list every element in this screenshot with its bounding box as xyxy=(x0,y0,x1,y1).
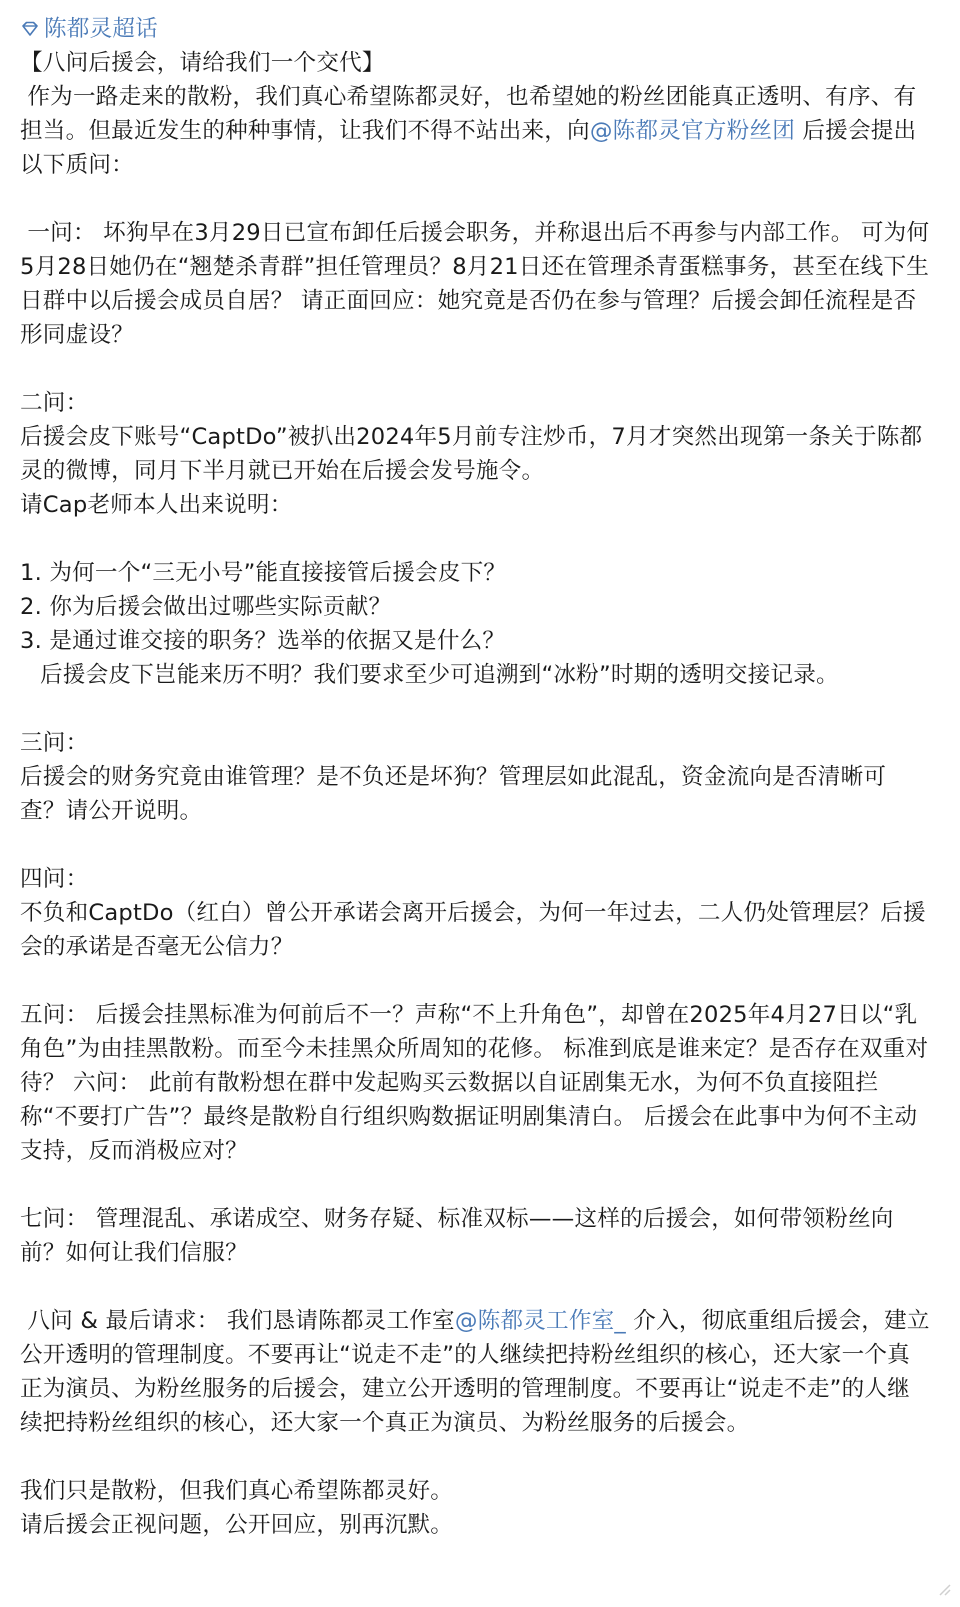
question-2-heading: 二问： xyxy=(20,390,89,416)
mention-studio[interactable]: @陈都灵工作室_ xyxy=(454,1308,626,1334)
question-3-heading: 三问： xyxy=(20,730,89,756)
resize-handle-icon xyxy=(932,1579,954,1601)
question-7: 七问： 管理混乱、承诺成空、财务存疑、标准双标——这样的后援会，如何带领粉丝向前？如何让我们信服？ xyxy=(20,1206,894,1266)
spacer xyxy=(20,1440,930,1474)
intro-text-after: 后援会提出以下质问： xyxy=(20,118,917,178)
mention-official-fan-club[interactable]: @陈都灵官方粉丝团 xyxy=(589,118,795,144)
question-8-text-before: 八问 & 最后请求： 我们恳请陈都灵工作室 xyxy=(20,1308,455,1334)
super-topic-label: 陈都灵超话 xyxy=(44,16,158,42)
question-8 xyxy=(20,1304,930,1440)
question-2-item-2: 2. 你为后援会做出过哪些实际贡献？ xyxy=(20,594,392,620)
diamond-topic-icon xyxy=(20,21,40,37)
super-topic-link[interactable] xyxy=(20,12,930,46)
closing-line-1: 我们只是散粉，但我们真心希望陈都灵好。 xyxy=(20,1478,454,1504)
spacer xyxy=(20,828,930,862)
question-2-item-3: 3. 是通过谁交接的职务？选举的依据又是什么？ xyxy=(20,628,506,654)
question-4-body: 不负和CaptDo（红白）曾公开承诺会离开后援会，为何一年过去，二人仍处管理层？后援会的承诺是否毫无公信力？ xyxy=(20,900,926,960)
question-2-closing: 后援会皮下岂能来历不明？我们要求至少可追溯到“冰粉”时期的透明交接记录。 xyxy=(40,662,839,688)
closing-line-2: 请后援会正视问题，公开回应，别再沉默。 xyxy=(20,1512,454,1538)
question-4-heading: 四问： xyxy=(20,866,89,892)
spacer xyxy=(20,352,930,386)
question-2-request: 请Cap老师本人出来说明： xyxy=(20,492,293,518)
question-8-text-after: 介入，彻底重组后援会，建立公开透明的管理制度。不要再让“说走不走”的人继续把持粉丝组织的核心，还大家一个真正为演员、为粉丝服务的后援会，建立公开透明的管理制度。不要再让“说走不走”的人继续把持粉丝组织的核心，还大家一个真正为演员、为粉丝服务的后援会。 xyxy=(20,1308,930,1436)
question-1: 一问： 坏狗早在3月29日已宣布卸任后援会职务，并称退出后不再参与内部工作。 可为何5月28日她仍在“翘楚杀青群”担任管理员？8月21日还在管理杀青蛋糕事务，甚至在线下生日群中以后援会成员自居？ 请正面回应：她究竟是否仍在参与管理？后援会卸任流程是否形同虚设？ xyxy=(20,220,930,348)
spacer xyxy=(20,1270,930,1304)
intro-text-before: 作为一路走来的散粉，我们真心希望陈都灵好，也希望她的粉丝团能真正透明、有序、有担当。但最近发生的种种事情，让我们不得不站出来，向 xyxy=(20,84,917,144)
spacer xyxy=(20,1168,930,1202)
spacer xyxy=(20,692,930,726)
question-5-6: 五问： 后援会挂黑标准为何前后不一？声称“不上升角色”，却曾在2025年4月27日以“乳角色”为由挂黑散粉。而至今未挂黑众所周知的花修。 标准到底是谁来定？是否存在双重对待？ 六问： 此前有散粉想在群中发起购买云数据以自证剧集无水，为何不负直接阻拦称“不要打广告”？最终是散粉自行组织购数据证明剧集清白。 后援会在此事中为何不主动支持，反而消极应对？ xyxy=(20,1002,929,1164)
post-title: 【八问后援会，请给我们一个交代】 xyxy=(20,50,385,76)
spacer xyxy=(20,182,930,216)
intro-paragraph xyxy=(20,80,930,182)
question-2-body: 后援会皮下账号“CaptDo”被扒出2024年5月前专注炒币，7月才突然出现第一条关于陈都灵的微博，同月下半月就已开始在后援会发号施令。 xyxy=(20,424,923,484)
spacer xyxy=(20,964,930,998)
spacer xyxy=(20,522,930,556)
question-2-item-1: 1. 为何一个“三无小号”能直接接管后援会皮下？ xyxy=(20,560,507,586)
question-3-body: 后援会的财务究竟由谁管理？是不负还是坏狗？管理层如此混乱，资金流向是否清晰可查？请公开说明。 xyxy=(20,764,887,824)
